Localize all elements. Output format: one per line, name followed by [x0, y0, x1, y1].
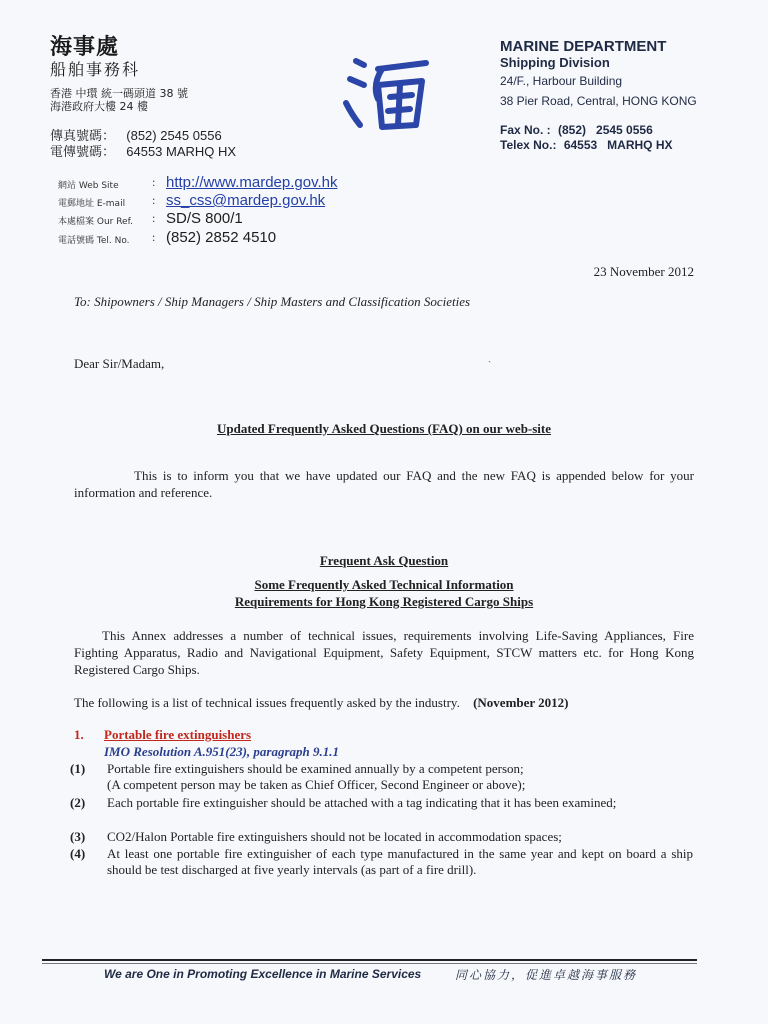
- point-text: Each portable fire extinguisher should be attached with a tag indicating that it has been examined;: [107, 795, 617, 810]
- list-intro: [74, 694, 694, 711]
- marine-department-logo-icon: [342, 55, 434, 135]
- telex-english: [500, 138, 673, 152]
- point-number: (3): [70, 829, 86, 844]
- fax-english: [500, 123, 653, 137]
- footer-slogan-chinese: 同心協力，促進卓越海事服務: [455, 968, 638, 982]
- colon: :: [152, 230, 156, 244]
- address-english-line-2: 38 Pier Road, Central, HONG KONG: [500, 94, 697, 108]
- our-ref-label: 本處檔案 Our Ref.: [58, 217, 133, 227]
- tel-label: 電話號碼 Tel. No.: [58, 236, 130, 246]
- fax-english-value: (852) 2545 0556: [558, 123, 653, 137]
- fax-chinese-label: 傳真號碼：: [50, 129, 116, 144]
- item-title: Portable fire extinguishers: [104, 727, 252, 742]
- footer-divider: [42, 963, 697, 964]
- point-number: (2): [70, 795, 86, 810]
- division-name-english: Shipping Division: [500, 55, 610, 70]
- faq-heading: Frequent Ask Question: [319, 553, 449, 568]
- department-name-chinese: 海事處: [50, 35, 120, 60]
- web-site-label: 網站 Web Site: [58, 181, 119, 191]
- intro-paragraph: This is to inform you that we have updated our FAQ and the new FAQ is appended below for your information and reference.: [74, 468, 694, 500]
- salutation: Dear Sir/Madam,: [74, 356, 165, 371]
- stray-mark: ˎ: [488, 352, 492, 363]
- colon: :: [152, 193, 156, 207]
- address-english-line-1: 24/F., Harbour Building: [500, 74, 623, 88]
- item-number: 1.: [74, 727, 84, 742]
- tel-value: (852) 2852 4510: [166, 229, 277, 246]
- list-intro-date: (November 2012): [473, 695, 569, 710]
- address-chinese-line-1: 香港 中環 統一碼頭道 38 號: [50, 87, 188, 100]
- email-label: 電郵地址 E-mail: [58, 199, 126, 209]
- fax-chinese-value: (852) 2545 0556: [126, 128, 222, 143]
- faq-subheading-1: Some Frequently Asked Technical Information: [254, 577, 514, 592]
- addressees: To: Shipowners / Ship Managers / Ship Masters and Classification Societies: [74, 294, 471, 309]
- point-text-continued: (A competent person may be taken as Chief Officer, Second Engineer or above);: [107, 777, 526, 792]
- division-name-chinese: 船舶事務科: [50, 60, 141, 79]
- colon: :: [152, 211, 156, 225]
- address-chinese-line-2: 海港政府大樓 24 樓: [50, 100, 148, 113]
- point-text: At least one portable fire extinguisher of each type manufactured in the same year and kept on board a ship should be test discharged at five yearly intervals (as part of a fire drill).: [107, 846, 693, 877]
- telex-chinese: [50, 141, 236, 160]
- point-text: CO2/Halon Portable fire extinguishers should not be located in accommodation spaces;: [107, 829, 562, 844]
- telex-english-label: Telex No.:: [500, 138, 557, 152]
- fax-english-label: Fax No. :: [500, 123, 551, 137]
- subject-heading: Updated Frequently Asked Questions (FAQ) on our web-site: [216, 421, 552, 436]
- telex-chinese-label: 電傳號碼：: [50, 145, 116, 160]
- faq-subheading-2: Requirements for Hong Kong Registered Cargo Ships: [234, 594, 534, 609]
- letter-date: 23 November 2012: [593, 264, 694, 279]
- colon: :: [152, 175, 156, 189]
- email-link[interactable]: ss_css@mardep.gov.hk: [166, 192, 326, 209]
- telex-chinese-value: 64553 MARHQ HX: [126, 144, 237, 159]
- list-intro-text: The following is a list of technical issues frequently asked by the industry.: [74, 695, 460, 710]
- telex-english-value: 64553 MARHQ HX: [563, 138, 673, 152]
- annex-paragraph: This Annex addresses a number of technical issues, requirements involving Life-Saving Appliances, Fire Fighting Apparatus, Radio and Navigational Equipment, Safety Equipment, STCW matters etc. for Hong Kong Registered Cargo Ships.: [74, 628, 694, 677]
- point-text: Portable fire extinguishers should be examined annually by a competent person;: [107, 761, 524, 776]
- department-name-english: MARINE DEPARTMENT: [500, 38, 667, 55]
- point-number: (4): [70, 846, 86, 861]
- item-reference: IMO Resolution A.951(23), paragraph 9.1.1: [104, 744, 339, 759]
- footer-divider: [42, 959, 697, 961]
- footer-slogan-english: We are One in Promoting Excellence in Marine Services: [104, 967, 422, 981]
- point-number: (1): [70, 761, 86, 776]
- our-ref-value: SD/S 800/1: [166, 210, 243, 227]
- web-site-link[interactable]: http://www.mardep.gov.hk: [166, 174, 338, 191]
